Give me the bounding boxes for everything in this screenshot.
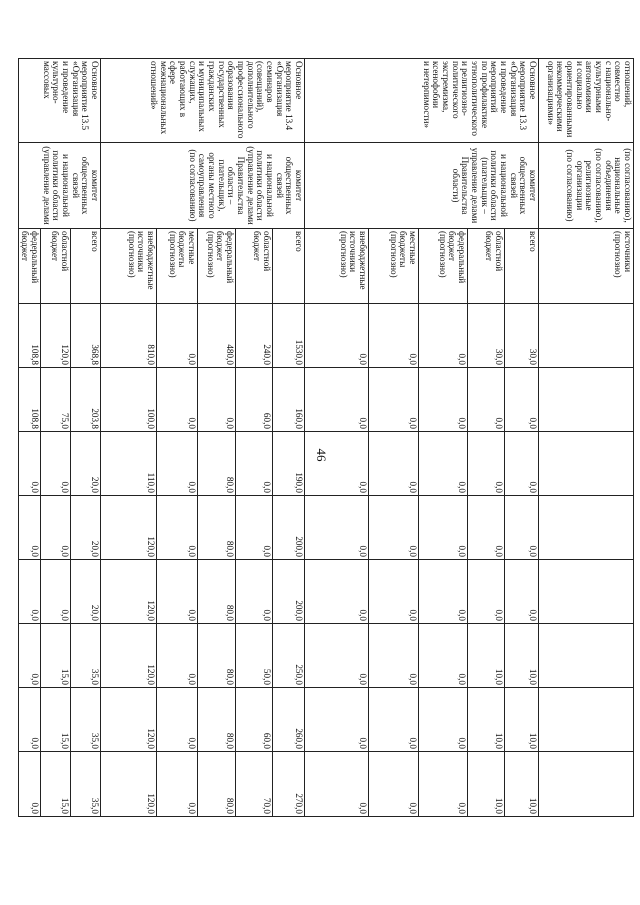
text-line: политики области	[51, 150, 62, 221]
text-line: отношений»	[149, 61, 160, 110]
funding-source-cell	[71, 229, 101, 304]
amount-cell: 0,0	[505, 560, 539, 624]
amount-cell: 50,0	[236, 624, 273, 688]
amount-cell: 0,0	[419, 752, 468, 817]
text-line: местные	[408, 231, 418, 265]
amount-cell: 120,0	[101, 752, 157, 817]
amount-cell: 0,0	[157, 560, 198, 624]
text-line: экстремизма,	[441, 61, 452, 113]
table-body	[18, 59, 633, 817]
text-line: (управление делами	[41, 146, 52, 225]
text-line: органы местного	[207, 152, 218, 219]
amount-cell: 0,0	[369, 368, 419, 432]
text-line: областной	[60, 231, 70, 272]
text-line: бюджеты	[177, 231, 188, 268]
text-line: Основное	[90, 61, 100, 100]
amount-cell: 110,0	[101, 432, 157, 496]
text-line: источники	[623, 231, 633, 273]
amount-cell: 480,0	[198, 304, 236, 368]
amount-cell: 0,0	[157, 496, 198, 560]
amount-cell: 203,8	[71, 368, 101, 432]
text-line: «Организация	[274, 61, 285, 117]
amount-cell: 0,0	[505, 368, 539, 432]
text-line: политического	[450, 61, 461, 119]
text-line: и социально	[574, 61, 585, 110]
amount-cell: 0,0	[18, 496, 40, 560]
table-row	[539, 59, 634, 817]
amount-cell: 0,0	[468, 368, 505, 432]
amount-cell: 200,0	[273, 560, 305, 624]
table-row	[273, 59, 305, 817]
text-line: мероприятие 13.3	[518, 61, 529, 131]
funding-source-cell	[101, 229, 157, 304]
executor-cell	[18, 143, 100, 229]
text-line: и национальной	[61, 154, 72, 217]
amount-cell: 60,0	[236, 368, 273, 432]
amount-cell: 0,0	[157, 432, 198, 496]
text-line: (совещаний),	[255, 61, 266, 113]
amount-cell: 200,0	[273, 496, 305, 560]
amount-cell: 0,0	[369, 688, 419, 752]
text-line: Правительства	[460, 156, 471, 215]
text-line: (прогнозно)	[613, 231, 624, 278]
amount-cell: 0,0	[18, 560, 40, 624]
text-line: управление делами	[470, 147, 481, 224]
funding-source-cell	[419, 229, 468, 304]
amount-cell: 0,0	[305, 688, 369, 752]
text-line: бюджет	[20, 231, 31, 262]
text-line: самоуправления	[197, 153, 208, 218]
text-line: мероприятие 13.5	[80, 61, 91, 131]
executor-cell	[539, 143, 634, 229]
amount-cell: 0,0	[419, 560, 468, 624]
text-line: дополнительного	[245, 61, 256, 129]
funding-source-cell	[505, 229, 539, 304]
text-line: профессионального	[236, 61, 247, 139]
amount-cell: 80,0	[198, 752, 236, 817]
amount-cell: 190,0	[273, 432, 305, 496]
funding-source-cell	[369, 229, 419, 304]
text-line: бюджеты	[398, 231, 409, 268]
amount-cell: 108,8	[18, 304, 40, 368]
amount-cell: 80,0	[198, 688, 236, 752]
amount-cell: 0,0	[157, 688, 198, 752]
text-line: федеральный	[225, 231, 235, 284]
text-line: «Организация	[70, 61, 81, 117]
text-line: внебюджетные	[146, 231, 156, 290]
amount-cell: 70,0	[236, 752, 273, 817]
amount-cell: 20,0	[71, 560, 101, 624]
amount-cell: 0,0	[236, 496, 273, 560]
amount-cell: 20,0	[71, 432, 101, 496]
text-line: бюджет	[50, 231, 61, 262]
amount-cell: 0,0	[305, 752, 369, 817]
table-row	[71, 59, 101, 817]
text-line: бюджет	[252, 231, 263, 262]
amount-cell: 108,8	[18, 368, 40, 432]
amount-cell: 120,0	[101, 560, 157, 624]
text-line: общественных связей	[70, 156, 91, 215]
amount-cell: 0,0	[305, 496, 369, 560]
amount-cell: 0,0	[157, 624, 198, 688]
text-line: и национальной	[265, 154, 276, 217]
amount-cell	[539, 432, 634, 496]
amount-cell: 260,0	[273, 688, 305, 752]
amount-cell: 0,0	[157, 752, 198, 817]
funding-source-cell	[41, 229, 71, 304]
text-line: и национальной	[499, 154, 510, 217]
text-line: всего	[294, 231, 304, 252]
amount-cell	[539, 496, 634, 560]
text-line: этнополитического	[470, 61, 481, 137]
amount-cell: 120,0	[101, 688, 157, 752]
funding-source-cell	[305, 229, 369, 304]
amount-cell: 15,0	[41, 624, 71, 688]
amount-cell: 10,0	[505, 752, 539, 817]
amount-cell: 0,0	[369, 496, 419, 560]
text-line: отношений, совместно	[613, 61, 633, 108]
text-line: религиозные	[584, 160, 595, 211]
text-line: комитет	[294, 169, 304, 202]
text-line: (по согласованию)	[187, 149, 198, 222]
text-line: комитет	[528, 169, 538, 202]
amount-cell: 60,0	[236, 688, 273, 752]
amount-cell: 0,0	[157, 368, 198, 432]
amount-cell: 160,0	[273, 368, 305, 432]
amount-cell: 80,0	[198, 496, 236, 560]
text-line: семинаров	[265, 61, 276, 103]
text-line: всего	[528, 231, 538, 252]
amount-cell: 0,0	[305, 304, 369, 368]
amount-cell: 0,0	[236, 560, 273, 624]
text-line: государственных	[216, 61, 227, 128]
text-line: Правительства	[236, 156, 247, 215]
text-line: бюджет	[447, 231, 458, 262]
amount-cell: 10,0	[468, 688, 505, 752]
amount-cell	[539, 368, 634, 432]
measure-name-cell	[101, 59, 305, 143]
budget-table	[18, 58, 634, 817]
amount-cell: 75,0	[41, 368, 71, 432]
text-line: межнациональных	[158, 61, 169, 135]
text-line: источники	[348, 231, 359, 273]
amount-cell: 0,0	[468, 432, 505, 496]
amount-cell: 10,0	[505, 624, 539, 688]
amount-cell	[539, 560, 634, 624]
measure-name-cell	[18, 59, 100, 143]
measure-name-cell	[539, 59, 634, 143]
executor-cell	[305, 143, 539, 229]
text-line: (плательщик –	[479, 157, 490, 214]
text-line: организации	[574, 160, 585, 211]
amount-cell: 0,0	[369, 432, 419, 496]
text-line: национальные	[613, 157, 624, 214]
text-line: служащих,	[187, 61, 198, 104]
amount-cell: 368,8	[71, 304, 101, 368]
amount-cell: 120,0	[101, 496, 157, 560]
funding-source-cell	[236, 229, 273, 304]
amount-cell: 15,0	[41, 752, 71, 817]
text-line: области –	[226, 166, 237, 205]
amount-cell: 0,0	[468, 496, 505, 560]
amount-cell: 35,0	[71, 688, 101, 752]
text-line: (по согласованию),	[623, 148, 633, 223]
text-line: «Организация	[508, 61, 519, 117]
text-line: культурными	[594, 61, 605, 113]
funding-source-cell	[157, 229, 198, 304]
amount-cell: 0,0	[18, 688, 40, 752]
text-line: общественных связей	[274, 156, 295, 215]
amount-cell: 0,0	[505, 432, 539, 496]
text-line: областной	[494, 231, 504, 272]
text-line: некоммерческими	[555, 61, 566, 132]
funding-source-cell	[539, 229, 634, 304]
table-row	[505, 59, 539, 817]
amount-cell	[539, 688, 634, 752]
amount-cell	[539, 624, 634, 688]
amount-cell: 0,0	[369, 560, 419, 624]
text-line: с национально-	[603, 61, 614, 122]
text-line: (прогнозно)	[437, 231, 448, 278]
text-line: бюджет	[484, 231, 495, 262]
amount-cell: 0,0	[305, 432, 369, 496]
amount-cell: 0,0	[419, 304, 468, 368]
amount-cell: 80,0	[198, 432, 236, 496]
funding-source-cell	[468, 229, 505, 304]
amount-cell: 20,0	[71, 496, 101, 560]
text-line: местные	[187, 231, 197, 265]
text-line: (прогнозно)	[388, 231, 399, 278]
text-line: бюджет	[215, 231, 226, 262]
amount-cell: 30,0	[505, 304, 539, 368]
text-line: автономиями	[584, 61, 595, 113]
amount-cell: 240,0	[236, 304, 273, 368]
amount-cell: 10,0	[468, 624, 505, 688]
amount-cell: 0,0	[18, 624, 40, 688]
amount-cell: 0,0	[18, 752, 40, 817]
amount-cell: 0,0	[236, 432, 273, 496]
text-line: (прогнозно)	[126, 231, 137, 278]
amount-cell	[539, 304, 634, 368]
amount-cell: 0,0	[41, 432, 71, 496]
text-line: (прогнозно)	[338, 231, 349, 278]
amount-cell: 100,0	[101, 368, 157, 432]
amount-cell: 0,0	[157, 304, 198, 368]
text-line: (прогнозно)	[167, 231, 178, 278]
amount-cell: 0,0	[305, 560, 369, 624]
text-line: общественных связей	[508, 156, 529, 215]
amount-cell: 0,0	[419, 368, 468, 432]
amount-cell: 0,0	[305, 368, 369, 432]
measure-name-cell	[305, 59, 539, 143]
amount-cell: 0,0	[41, 560, 71, 624]
text-line: работающих в сфере	[168, 61, 189, 118]
amount-cell: 1530,0	[273, 304, 305, 368]
amount-cell: 0,0	[305, 624, 369, 688]
amount-cell: 0,0	[419, 496, 468, 560]
text-line: (по согласованию)	[565, 149, 576, 222]
amount-cell: 30,0	[468, 304, 505, 368]
text-line: федеральный	[30, 231, 40, 284]
amount-cell: 0,0	[198, 368, 236, 432]
amount-cell: 35,0	[71, 752, 101, 817]
text-line: ксенофобии	[431, 61, 442, 109]
text-line: и муниципальных	[197, 61, 208, 132]
amount-cell: 35,0	[71, 624, 101, 688]
text-line: источники	[136, 231, 147, 273]
text-line: и проведение	[61, 61, 72, 114]
text-line: плательщик),	[216, 159, 227, 212]
text-line: (прогнозно)	[205, 231, 216, 278]
amount-cell: 0,0	[419, 624, 468, 688]
text-line: комитет	[90, 169, 100, 202]
funding-source-cell	[18, 229, 40, 304]
text-line: Основное	[294, 61, 304, 100]
text-line: федеральный	[457, 231, 467, 284]
amount-cell: 250,0	[273, 624, 305, 688]
amount-cell: 10,0	[505, 688, 539, 752]
amount-cell: 120,0	[101, 624, 157, 688]
amount-cell: 0,0	[419, 432, 468, 496]
funding-source-cell	[198, 229, 236, 304]
text-line: Основное	[528, 61, 538, 100]
amount-cell: 0,0	[41, 496, 71, 560]
amount-cell: 0,0	[419, 688, 468, 752]
amount-cell: 120,0	[41, 304, 71, 368]
text-line: гражданских	[207, 61, 218, 112]
text-line: области)	[450, 168, 461, 203]
text-line: по профилактике	[479, 61, 490, 129]
amount-cell: 80,0	[198, 624, 236, 688]
text-line: внебюджетные	[358, 231, 368, 290]
text-line: и религиозно-	[460, 61, 471, 116]
amount-cell: 15,0	[41, 688, 71, 752]
amount-cell: 10,0	[468, 752, 505, 817]
text-line: организациями»	[545, 61, 556, 125]
text-line: областной	[262, 231, 272, 272]
text-line: (по согласованию),	[594, 148, 605, 223]
funding-source-cell	[273, 229, 305, 304]
executor-cell	[101, 143, 305, 229]
amount-cell: 80,0	[198, 560, 236, 624]
text-line: мероприятие 13.4	[284, 61, 295, 131]
text-line: политики области	[489, 150, 500, 221]
text-line: и проведение	[499, 61, 510, 114]
text-line: всего	[90, 231, 100, 252]
text-line: культурно-массовых	[41, 61, 62, 104]
amount-cell: 0,0	[369, 752, 419, 817]
amount-cell: 270,0	[273, 752, 305, 817]
text-line: объединения	[603, 160, 614, 211]
amount-cell: 810,0	[101, 304, 157, 368]
amount-cell	[539, 752, 634, 817]
amount-cell: 0,0	[468, 560, 505, 624]
text-line: мероприятий	[489, 61, 500, 113]
text-line: ориентированными	[565, 61, 576, 138]
amount-cell: 0,0	[369, 624, 419, 688]
amount-cell: 0,0	[505, 496, 539, 560]
page-number: 46	[314, 448, 329, 462]
text-line: и нетерпимости»	[421, 61, 432, 128]
rotated-table-container	[20, 58, 634, 816]
text-line: (управление делами	[245, 146, 256, 225]
text-line: образования	[226, 61, 237, 110]
text-line: политики области	[255, 150, 266, 221]
amount-cell: 0,0	[18, 432, 40, 496]
amount-cell: 0,0	[369, 304, 419, 368]
